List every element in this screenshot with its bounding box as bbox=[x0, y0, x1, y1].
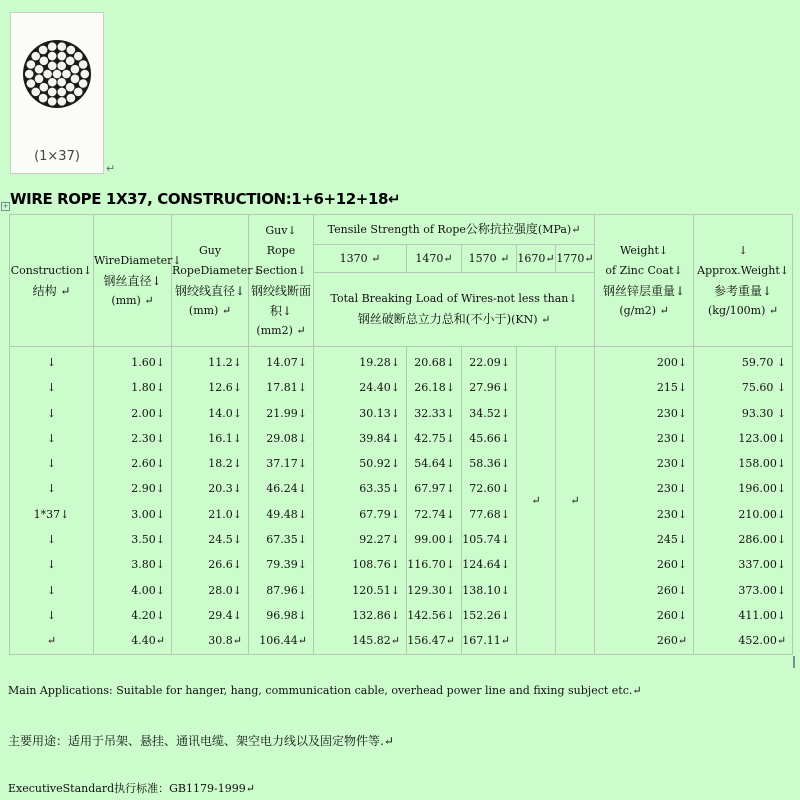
wire-strand bbox=[57, 51, 66, 60]
breaking-load-1570-cell: 77.68↓ bbox=[469, 507, 510, 521]
guy-rope-diameter-cell: 26.6↓ bbox=[208, 558, 242, 572]
wire-strand bbox=[34, 65, 43, 74]
zinc-coat-cell: 215↓ bbox=[656, 381, 688, 395]
guy-rope-section-cell: 49.48↓ bbox=[266, 507, 307, 521]
breaking-load-1470-cell: 20.68↓ bbox=[414, 356, 455, 369]
header-tensile-strength: Tensile Strength of Rope公称抗拉强度(MPa)↵ bbox=[314, 215, 595, 245]
header-grade-1770: 1770↵ bbox=[556, 245, 595, 273]
header-grade-1670: 1670↵ bbox=[517, 245, 556, 273]
wire-strand bbox=[66, 56, 75, 65]
approx-weight-cell: 286.00↓ bbox=[738, 533, 787, 547]
wire-strand bbox=[43, 69, 52, 78]
executive-standard: ExecutiveStandard执行标准：GB1179-1999↵ bbox=[8, 782, 255, 795]
breaking-load-1570-cell: 124.64↓ bbox=[462, 558, 510, 572]
wire-strand bbox=[74, 87, 83, 96]
construction-cell: ↓ bbox=[46, 558, 57, 572]
construction-cell: ↓ bbox=[46, 457, 57, 471]
construction-cell: ↓ bbox=[46, 608, 57, 622]
guy-rope-diameter-cell: 29.4↓ bbox=[208, 608, 242, 622]
table-anchor-icon[interactable]: + bbox=[2, 202, 9, 210]
wire-diameter-cell: 1.60↓ bbox=[131, 356, 165, 369]
breaking-load-1370-cell: 67.79↓ bbox=[359, 507, 400, 521]
breaking-load-1570-cell: 105.74↓ bbox=[462, 533, 510, 547]
wire-strand bbox=[62, 69, 71, 78]
approx-weight-cell: 452.00↵ bbox=[738, 634, 787, 648]
figure-caption: (1×37) bbox=[34, 149, 80, 164]
guy-rope-diameter-cell: 12.6↓ bbox=[208, 381, 242, 395]
breaking-load-1570-cell: 34.52↓ bbox=[469, 406, 510, 420]
wire-strand bbox=[31, 87, 40, 96]
breaking-load-1570-column bbox=[462, 347, 517, 655]
zinc-coat-cell: 230↓ bbox=[656, 406, 688, 420]
wire-strand bbox=[39, 45, 48, 54]
breaking-load-1570-cell: 27.96↓ bbox=[469, 381, 510, 395]
header-wire-diameter: WireDiameter↓ 钢丝直径↓ (mm) ↵ bbox=[94, 215, 172, 347]
figure-paragraph-mark: ↵ bbox=[106, 162, 116, 175]
breaking-load-1370-cell: 63.35↓ bbox=[359, 482, 400, 496]
wire-strand bbox=[48, 61, 57, 70]
guy-rope-section-cell: 87.96↓ bbox=[266, 583, 307, 597]
wire-strand bbox=[57, 97, 66, 106]
header-guy-rope-diameter: Guy RopeDiameter↓ 钢绞线直径↓ (mm) ↵ bbox=[172, 215, 249, 347]
construction-cell: ↓ bbox=[46, 406, 57, 420]
header-approx-weight: ↓ Approx.Weight↓ 参考重量↓ (kg/100m) ↵ bbox=[694, 215, 793, 347]
approx-weight-cell: 158.00↓ bbox=[738, 457, 787, 471]
zinc-coat-cell: 230↓ bbox=[656, 431, 688, 445]
breaking-load-1470-cell: 142.56↓ bbox=[407, 608, 455, 622]
approx-weight-cell: 59.70 ↓ bbox=[741, 356, 787, 369]
breaking-load-1370-cell: 92.27↓ bbox=[359, 533, 400, 547]
wire-diameter-cell: 4.20↓ bbox=[131, 608, 165, 622]
guy-rope-diameter-cell: 21.0↓ bbox=[208, 507, 242, 521]
breaking-load-1770-column: ↵ bbox=[556, 347, 595, 655]
header-grade-1570: 1570 ↵ bbox=[462, 245, 517, 273]
header-guy-rope-section: Guv↓ Rope Section↓ 钢绞线断面 积↓ (mm2) ↵ bbox=[249, 215, 314, 347]
wire-diameter-cell: 2.90↓ bbox=[131, 482, 165, 496]
wire-strand bbox=[39, 56, 48, 65]
breaking-load-1670-column: ↵ bbox=[517, 347, 556, 655]
main-applications-en: Main Applications: Suitable for hanger, hang, communication cable, overhead power line and fixing subject etc.↵ bbox=[8, 684, 642, 697]
breaking-load-1470-cell: 72.74↓ bbox=[414, 507, 455, 521]
guy-rope-section-cell: 67.35↓ bbox=[266, 533, 307, 547]
breaking-load-1470-cell: 67.97↓ bbox=[414, 482, 455, 496]
wire-strand bbox=[25, 69, 34, 78]
breaking-load-1370-cell: 132.86↓ bbox=[352, 608, 400, 622]
header-grade-1470: 1470↵ bbox=[407, 245, 462, 273]
breaking-load-1370-column bbox=[314, 347, 407, 655]
wire-strand bbox=[48, 87, 57, 96]
wire-strand bbox=[48, 97, 57, 106]
wire-strand bbox=[80, 69, 89, 78]
zinc-coat-cell: 200↓ bbox=[656, 356, 688, 369]
zinc-coat-cell: 260↓ bbox=[656, 558, 688, 572]
approx-weight-cell: 93.30 ↓ bbox=[741, 406, 787, 420]
wire-strand bbox=[70, 74, 79, 83]
guy-rope-section-cell: 17.81↓ bbox=[266, 381, 307, 395]
table-resize-handle[interactable] bbox=[793, 656, 795, 668]
breaking-load-1570-cell: 138.10↓ bbox=[462, 583, 510, 597]
breaking-load-1470-cell: 99.00↓ bbox=[414, 533, 455, 547]
wire-strand bbox=[39, 93, 48, 102]
breaking-load-1470-cell: 26.18↓ bbox=[414, 381, 455, 395]
approx-weight-cell: 123.00↓ bbox=[738, 431, 787, 445]
wire-diameter-cell: 4.40↵ bbox=[131, 634, 165, 648]
guy-rope-section-cell: 21.99↓ bbox=[266, 406, 307, 420]
breaking-load-1370-cell: 50.92↓ bbox=[359, 457, 400, 471]
approx-weight-cell: 75.60 ↓ bbox=[741, 381, 787, 395]
wire-strand bbox=[52, 69, 61, 78]
wire-strand bbox=[48, 51, 57, 60]
guy-rope-diameter-cell: 11.2↓ bbox=[208, 356, 242, 369]
guy-rope-diameter-cell: 30.8↵ bbox=[208, 634, 242, 648]
approx-weight-cell: 411.00↓ bbox=[738, 608, 787, 622]
guy-rope-diameter-cell: 14.0↓ bbox=[208, 406, 242, 420]
breaking-load-1370-cell: 30.13↓ bbox=[359, 406, 400, 420]
breaking-load-1570-cell: 58.36↓ bbox=[469, 457, 510, 471]
construction-cell: ↓ bbox=[46, 356, 57, 369]
wire-diameter-cell: 3.00↓ bbox=[131, 507, 165, 521]
breaking-load-1570-cell: 167.11↵ bbox=[462, 634, 510, 648]
wire-strand bbox=[66, 93, 75, 102]
zinc-coat-cell: 245↓ bbox=[656, 533, 688, 547]
wire-diameter-cell: 1.80↓ bbox=[131, 381, 165, 395]
wire-strand bbox=[34, 74, 43, 83]
breaking-load-1470-cell: 42.75↓ bbox=[414, 431, 455, 445]
breaking-load-1570-cell: 72.60↓ bbox=[469, 482, 510, 496]
wire-strand bbox=[70, 65, 79, 74]
wire-diameter-cell: 4.00↓ bbox=[131, 583, 165, 597]
breaking-load-1570-cell: 22.09↓ bbox=[469, 356, 510, 369]
wire-diameter-cell: 2.00↓ bbox=[131, 406, 165, 420]
guy-rope-section-column bbox=[249, 347, 314, 655]
construction-cell: ↓ bbox=[46, 533, 57, 547]
breaking-load-1470-column bbox=[407, 347, 462, 655]
breaking-load-1470-cell: 156.47↵ bbox=[407, 634, 455, 648]
wire-diameter-cell: 2.60↓ bbox=[131, 457, 165, 471]
approx-weight-cell: 210.00↓ bbox=[738, 507, 787, 521]
breaking-load-1370-cell: 24.40↓ bbox=[359, 381, 400, 395]
guy-rope-section-cell: 29.08↓ bbox=[266, 431, 307, 445]
construction-cell: 1*37↓ bbox=[33, 507, 70, 521]
breaking-load-1470-cell: 54.64↓ bbox=[414, 457, 455, 471]
wire-strand bbox=[48, 42, 57, 51]
wire-strand bbox=[39, 83, 48, 92]
wire-diameter-cell: 3.50↓ bbox=[131, 533, 165, 547]
zinc-coat-cell: 260↵ bbox=[656, 634, 688, 648]
approx-weight-column bbox=[694, 347, 793, 655]
guy-rope-section-cell: 14.07↓ bbox=[266, 356, 307, 369]
wire-strand bbox=[57, 42, 66, 51]
construction-cell: ↓ bbox=[46, 381, 57, 395]
guy-rope-diameter-cell: 20.3↓ bbox=[208, 482, 242, 496]
wire-rope-spec-table bbox=[9, 214, 793, 655]
construction-cell: ↵ bbox=[46, 634, 57, 648]
guy-rope-section-cell: 106.44↵ bbox=[259, 634, 307, 648]
wire-strand bbox=[57, 61, 66, 70]
wire-strand bbox=[79, 79, 88, 88]
wire-strand bbox=[74, 52, 83, 61]
wire-diameter-cell: 3.80↓ bbox=[131, 558, 165, 572]
breaking-load-1470-cell: 129.30↓ bbox=[407, 583, 455, 597]
guy-rope-section-cell: 46.24↓ bbox=[266, 482, 307, 496]
approx-weight-cell: 196.00↓ bbox=[738, 482, 787, 496]
wire-strand bbox=[79, 60, 88, 69]
breaking-load-1370-cell: 120.51↓ bbox=[352, 583, 400, 597]
construction-column bbox=[10, 347, 94, 655]
breaking-load-1370-cell: 39.84↓ bbox=[359, 431, 400, 445]
wire-strand bbox=[48, 78, 57, 87]
zinc-coat-cell: 230↓ bbox=[656, 482, 688, 496]
guy-rope-section-cell: 96.98↓ bbox=[266, 608, 307, 622]
breaking-load-1570-cell: 152.26↓ bbox=[462, 608, 510, 622]
guy-rope-diameter-column bbox=[172, 347, 249, 655]
wire-strand bbox=[26, 79, 35, 88]
guy-rope-diameter-cell: 24.5↓ bbox=[208, 533, 242, 547]
breaking-load-1370-cell: 19.28↓ bbox=[359, 356, 400, 369]
breaking-load-1470-cell: 32.33↓ bbox=[414, 406, 455, 420]
table-heading: WIRE ROPE 1X37, CONSTRUCTION:1+6+12+18↵ bbox=[10, 190, 401, 208]
breaking-load-1470-cell: 116.70↓ bbox=[407, 558, 455, 572]
main-applications-cn: 主要用途：适用于吊架、悬挂、通讯电缆、架空电力线以及固定物件等.↵ bbox=[8, 734, 394, 748]
wire-diameter-cell: 2.30↓ bbox=[131, 431, 165, 445]
guy-rope-diameter-cell: 18.2↓ bbox=[208, 457, 242, 471]
header-breaking-load: Total Breaking Load of Wires-not less than↓ 钢丝破断总立力总和(不小于)(KN) ↵ bbox=[314, 273, 595, 347]
wire-strand bbox=[66, 83, 75, 92]
zinc-coat-cell: 230↓ bbox=[656, 457, 688, 471]
header-zinc-coat-weight: Weight↓ of Zinc Coat↓ 钢丝锌层重量↓ (g/m2) ↵ bbox=[595, 215, 694, 347]
guy-rope-section-cell: 79.39↓ bbox=[266, 558, 307, 572]
rope-cross-section-figure bbox=[10, 12, 104, 174]
zinc-coat-cell: 260↓ bbox=[656, 583, 688, 597]
wire-strand bbox=[26, 60, 35, 69]
wire-strand bbox=[57, 87, 66, 96]
wire-diameter-column bbox=[94, 347, 172, 655]
construction-cell: ↓ bbox=[46, 583, 57, 597]
construction-cell: ↓ bbox=[46, 482, 57, 496]
breaking-load-1570-cell: 45.66↓ bbox=[469, 431, 510, 445]
approx-weight-cell: 373.00↓ bbox=[738, 583, 787, 597]
header-grade-1370: 1370 ↵ bbox=[314, 245, 407, 273]
breaking-load-1370-cell: 108.76↓ bbox=[352, 558, 400, 572]
zinc-coat-cell: 230↓ bbox=[656, 507, 688, 521]
zinc-coat-column bbox=[595, 347, 694, 655]
wire-strand bbox=[57, 78, 66, 87]
guy-rope-diameter-cell: 16.1↓ bbox=[208, 431, 242, 445]
header-construction: Construction↓ 结构 ↵ bbox=[10, 215, 94, 347]
wire-strand bbox=[66, 45, 75, 54]
wire-rope-cross-section-image bbox=[22, 26, 92, 146]
zinc-coat-cell: 260↓ bbox=[656, 608, 688, 622]
wire-strand bbox=[31, 52, 40, 61]
guy-rope-diameter-cell: 28.0↓ bbox=[208, 583, 242, 597]
approx-weight-cell: 337.00↓ bbox=[738, 558, 787, 572]
construction-cell: ↓ bbox=[46, 431, 57, 445]
breaking-load-1370-cell: 145.82↵ bbox=[352, 634, 400, 648]
guy-rope-section-cell: 37.17↓ bbox=[266, 457, 307, 471]
